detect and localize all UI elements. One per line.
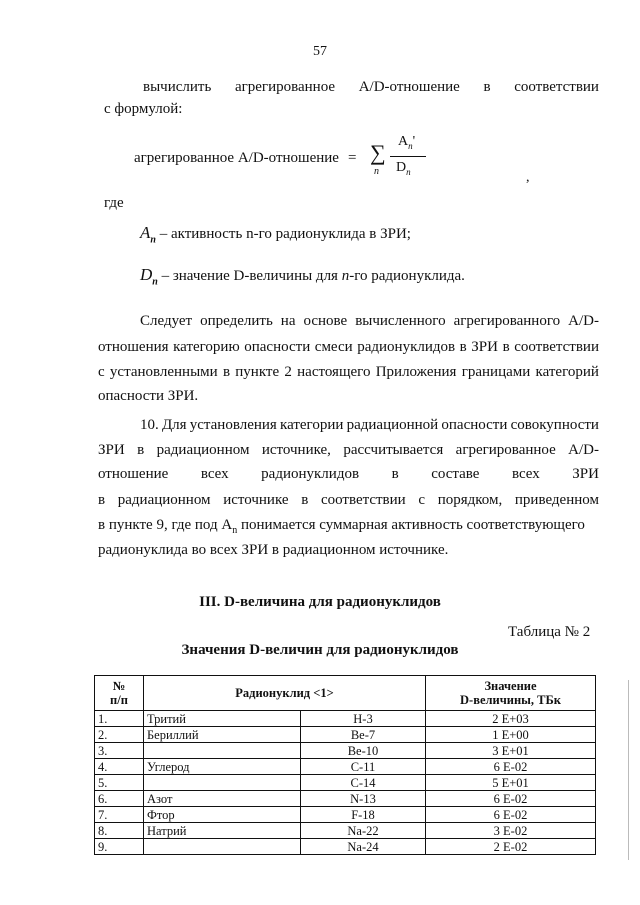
word: соответствии — [320, 492, 406, 508]
word: в — [502, 339, 510, 355]
word: в — [459, 339, 467, 355]
sum-index: n — [374, 166, 379, 177]
table-row — [95, 743, 596, 759]
word: совокупности — [510, 417, 599, 433]
word: всех — [200, 466, 229, 482]
word: отношения — [98, 339, 169, 355]
para3-line4 — [98, 491, 599, 509]
para3-line5-sub: n — [232, 525, 238, 536]
cell-d-value: 2 E+03 — [426, 711, 596, 727]
cell-isotope: H-3 — [301, 711, 426, 727]
word: источнике — [223, 492, 289, 508]
table-row — [95, 791, 596, 807]
word: категорию — [173, 339, 240, 355]
word: в — [391, 466, 399, 482]
cell-d-value: 6 E-02 — [426, 759, 596, 775]
word: границами — [461, 364, 531, 380]
word: смеси — [314, 339, 353, 355]
para1-line1 — [143, 78, 599, 96]
para3-line5 — [98, 516, 585, 540]
definition-d-text: – значение D-величины для — [157, 268, 342, 284]
cell-d-value: 6 E-02 — [426, 807, 596, 823]
cell-isotope: C-11 — [301, 759, 426, 775]
page-number: 57 — [313, 44, 327, 59]
definition-d-text-end: -го радионуклида. — [349, 268, 465, 284]
definition-a-text: – активность n-го радионуклида в ЗРИ; — [155, 226, 411, 242]
cell-d-value: 1 E+00 — [426, 727, 596, 743]
denominator-sub: n — [406, 166, 411, 177]
word: установления — [189, 417, 277, 433]
d-values-table — [94, 675, 596, 855]
word: рассчитывается — [343, 442, 444, 458]
word: определить — [200, 313, 273, 329]
word: вычислить — [143, 79, 212, 95]
word: соответствии — [514, 79, 599, 95]
table-row — [95, 823, 596, 839]
denominator-symbol: D — [396, 160, 407, 175]
header-no: № п/п — [95, 676, 144, 711]
word: на — [280, 313, 296, 329]
cell-d-value: 2 E-02 — [426, 839, 596, 855]
word: категорий — [535, 364, 599, 380]
table-body — [95, 711, 596, 855]
symbol-d — [140, 265, 158, 288]
sum-symbol: ∑ — [370, 140, 386, 165]
symbol-d-sub: n — [152, 276, 158, 288]
table-title: Значения D-величин для радионуклидов — [181, 642, 459, 658]
para2-line4: опасности ЗРИ. — [98, 388, 199, 404]
word: отношение — [98, 466, 169, 482]
symbol-d-letter: D — [140, 265, 153, 284]
word: с — [98, 364, 105, 380]
cell-d-value: 6 E-02 — [426, 791, 596, 807]
word: 2 — [284, 364, 292, 380]
word: Для — [161, 417, 187, 433]
word: Следует — [140, 313, 193, 329]
word: порядком, — [437, 492, 503, 508]
cell-element: Углерод — [144, 759, 301, 775]
word: составе — [431, 466, 480, 482]
definition-a — [140, 224, 411, 249]
cell-isotope: Na-22 — [301, 823, 426, 839]
word: 10. — [140, 417, 159, 433]
para3-line5-end: понимается суммарная активность соответствующего — [237, 517, 585, 533]
cell-element — [144, 839, 301, 855]
word: Приложения — [375, 364, 457, 380]
numerator-mark: ' — [412, 134, 416, 149]
word: в — [222, 364, 231, 380]
cell-no: 3. — [95, 743, 144, 759]
cell-d-value: 5 E+01 — [426, 775, 596, 791]
word: A/D- — [568, 442, 599, 458]
para2-line3 — [98, 363, 599, 381]
word: A/D-отношение — [358, 79, 460, 95]
word: агрегированного — [453, 313, 561, 329]
cell-no: 8. — [95, 823, 144, 839]
symbol-a-sub: n — [150, 234, 156, 246]
cell-element: Фтор — [144, 807, 301, 823]
word: установленными — [109, 364, 218, 380]
cell-element — [144, 775, 301, 791]
cell-isotope: C-14 — [301, 775, 426, 791]
table-header-row — [95, 676, 596, 711]
cell-isotope: Na-24 — [301, 839, 426, 855]
para3-line5-start: в пункте 9, где под A — [98, 517, 233, 533]
cell-isotope: Be-7 — [301, 727, 426, 743]
cell-no: 6. — [95, 791, 144, 807]
para3-line2 — [98, 441, 599, 459]
cell-d-value: 3 E+01 — [426, 743, 596, 759]
cell-no: 5. — [95, 775, 144, 791]
section-heading: III. D-величина для радионуклидов — [199, 594, 441, 610]
word: опасности — [441, 417, 508, 433]
cell-element: Бериллий — [144, 727, 301, 743]
aggregate-formula — [134, 134, 434, 184]
definition-d — [140, 266, 465, 291]
cell-element: Натрий — [144, 823, 301, 839]
cell-no: 2. — [95, 727, 144, 743]
cell-element: Азот — [144, 791, 301, 807]
word: соответствии — [514, 339, 599, 355]
word: A/D- — [568, 313, 599, 329]
table-row — [95, 807, 596, 823]
word: радиационном — [117, 492, 211, 508]
formula-equals: = — [348, 150, 357, 166]
word: радионуклидов — [261, 466, 360, 482]
scan-edge-line — [628, 680, 629, 860]
word: агрегированное — [234, 79, 336, 95]
table-row — [95, 775, 596, 791]
cell-isotope: F-18 — [301, 807, 426, 823]
para1-line2: с формулой: — [104, 101, 183, 117]
formula-denominator — [396, 160, 411, 177]
word: радиационной — [346, 417, 439, 433]
para3-line3 — [98, 465, 599, 483]
fraction-bar — [390, 156, 426, 157]
word: вычисленного — [355, 313, 446, 329]
numerator-symbol: A — [398, 134, 409, 149]
formula-lhs: агрегированное A/D-отношение — [134, 150, 339, 166]
table-row — [95, 839, 596, 855]
para3-line6: радионуклида во всех ЗРИ в радиационном источнике. — [98, 542, 449, 558]
word: приведенном — [514, 492, 599, 508]
header-nuclide: Радионуклид <1> — [144, 676, 426, 711]
table-row — [95, 727, 596, 743]
table-label: Таблица № 2 — [508, 624, 591, 640]
word: источнике, — [261, 442, 331, 458]
header-value: Значение D-величины, ТБк — [426, 676, 596, 711]
word: категории — [280, 417, 344, 433]
word: ЗРИ — [572, 466, 599, 482]
word: пункте — [235, 364, 280, 380]
symbol-a-letter: A — [140, 223, 151, 242]
word: в — [137, 442, 145, 458]
table-row — [95, 759, 596, 775]
para2-line1 — [140, 312, 599, 330]
word: радионуклидов — [357, 339, 456, 355]
word: всех — [511, 466, 540, 482]
word: ЗРИ — [98, 442, 125, 458]
formula-comma: , — [526, 170, 530, 185]
word: с — [418, 492, 426, 508]
para3-line1 — [140, 416, 599, 434]
symbol-a — [140, 223, 156, 246]
cell-isotope: N-13 — [301, 791, 426, 807]
word: в — [98, 492, 106, 508]
word: опасности — [244, 339, 311, 355]
cell-no: 4. — [95, 759, 144, 775]
cell-no: 9. — [95, 839, 144, 855]
word: ЗРИ — [471, 339, 498, 355]
word: агрегированное — [455, 442, 556, 458]
word: в — [483, 79, 491, 95]
word: основе — [303, 313, 348, 329]
para2-line2 — [98, 338, 599, 356]
cell-no: 1. — [95, 711, 144, 727]
definition-d-italic-n: n — [341, 268, 350, 284]
cell-isotope: Be-10 — [301, 743, 426, 759]
cell-element: Тритий — [144, 711, 301, 727]
table-row — [95, 711, 596, 727]
cell-no: 7. — [95, 807, 144, 823]
cell-d-value: 3 E-02 — [426, 823, 596, 839]
formula-numerator — [398, 134, 415, 151]
numerator-sub: n — [408, 140, 413, 151]
cell-element — [144, 743, 301, 759]
word: настоящего — [297, 364, 371, 380]
word: в — [301, 492, 309, 508]
word: радиационном — [156, 442, 250, 458]
where-label: где — [104, 195, 124, 211]
